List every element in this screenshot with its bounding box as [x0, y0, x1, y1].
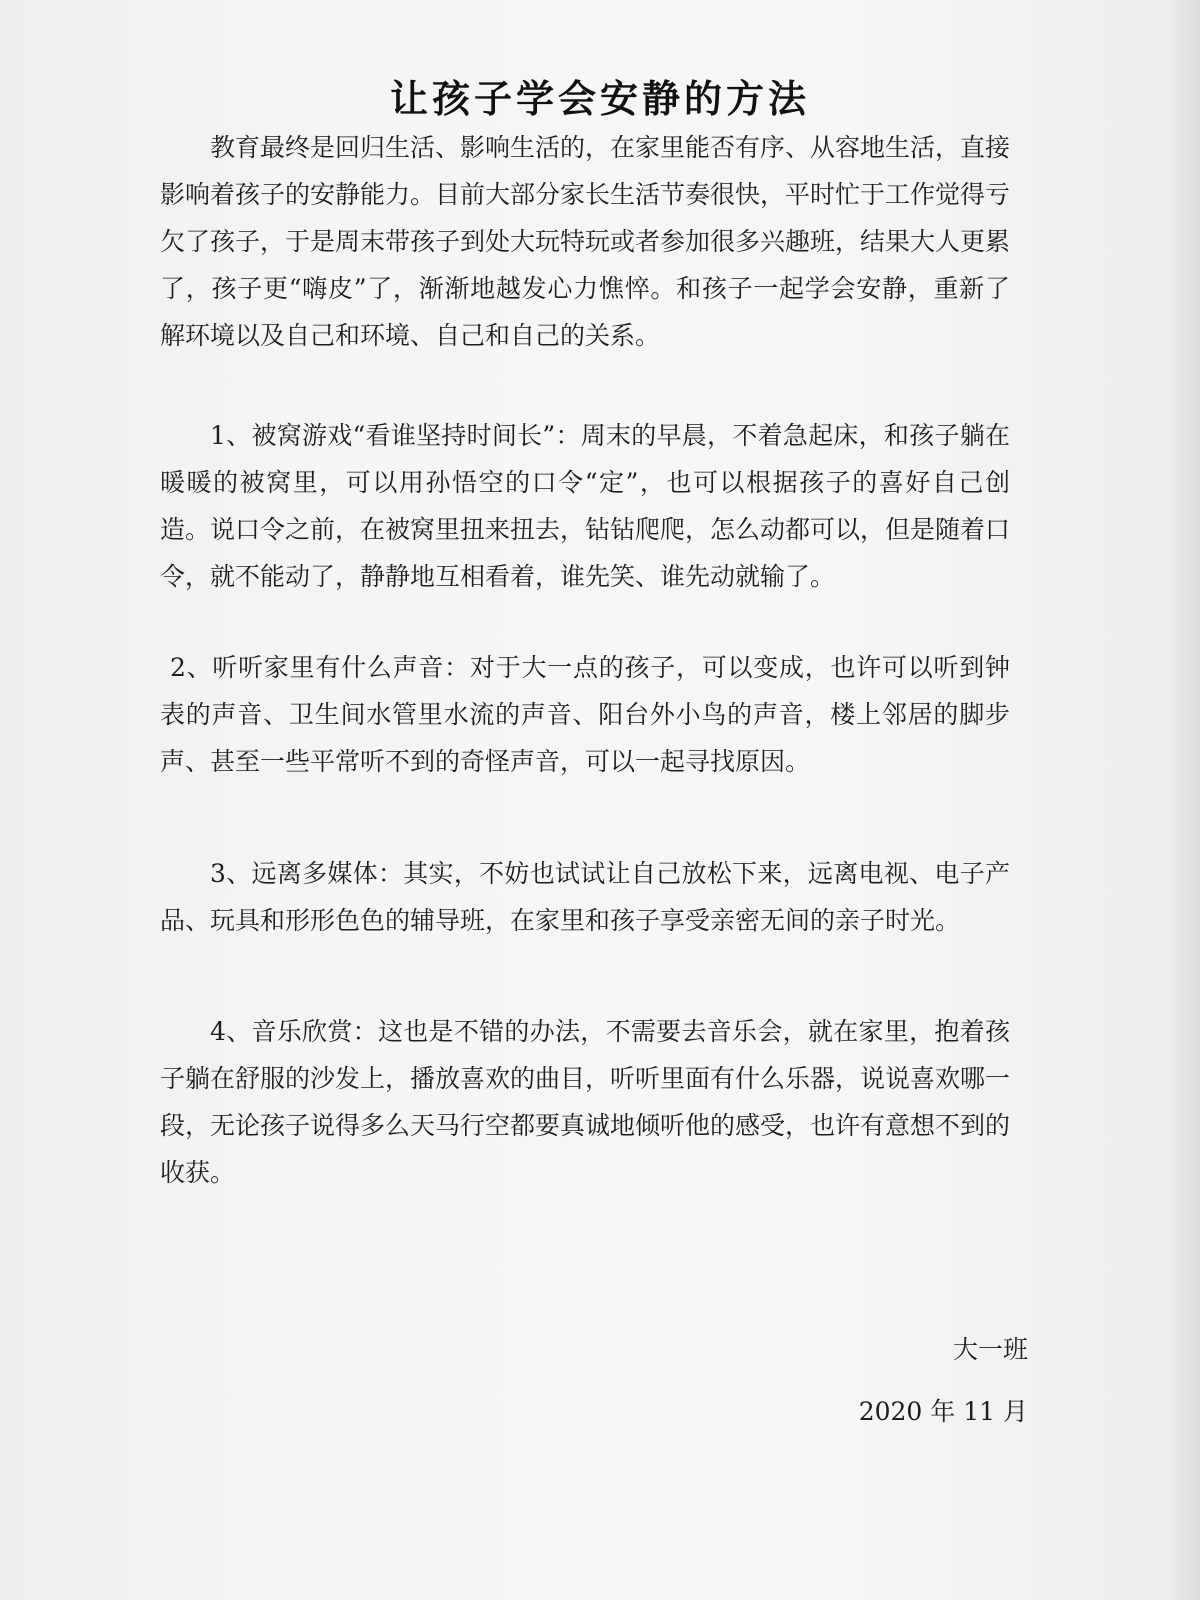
signature-date: 2020 年 11 月	[858, 1397, 1028, 1426]
signature-class: 大一班	[952, 1335, 1028, 1364]
method-item-4: 4、音乐欣赏：这也是不错的办法，不需要去音乐会，就在家里，抱着孩子躺在舒服的沙发上，播放喜欢的曲目，听听里面有什么乐器，说说喜欢哪一段，无论孩子说得多么天马行空都要真诚地倾听他的感受，也许有意想不到的收获。	[160, 1017, 1011, 1187]
document-title: 让孩子学会安静的方法	[389, 77, 810, 121]
method-item-2: 2、听听家里有什么声音：对于大一点的孩子，可以变成，也许可以听到钟表的声音、卫生间水管里水流的声音、阳台外小鸟的声音，楼上邻居的脚步声、甚至一些平常听不到的奇怪声音，可以一起寻找原因。	[160, 653, 1010, 776]
intro-paragraph: 教育最终是回归生活、影响生活的，在家里能否有序、从容地生活，直接影响着孩子的安静能力。目前大部分家长生活节奏很快，平时忙于工作觉得亏欠了孩子，于是周末带孩子到处大玩特玩或者参加很多兴趣班，结果大人更累了，孩子更“嗨皮”了，渐渐地越发心力憔悴。和孩子一起学会安静，重新了解环境以及自己和环境、自己和自己的关系。	[160, 133, 1011, 350]
method-item-1: 1、被窝游戏“看谁坚持时间长”：周末的早晨，不着急起床，和孩子躺在暖暖的被窝里，可以用孙悟空的口令“定”，也可以根据孩子的喜好自己创造。说口令之前，在被窝里扭来扭去，钻钻爬爬，怎么动都可以，但是随着口令，就不能动了，静静地互相看着，谁先笑、谁先动就输了。	[160, 421, 1011, 591]
method-item-3: 3、远离多媒体：其实，不妨也试试让自己放松下来，远离电视、电子产品、玩具和形形色色的辅导班，在家里和孩子享受亲密无间的亲子时光。	[160, 859, 1010, 935]
